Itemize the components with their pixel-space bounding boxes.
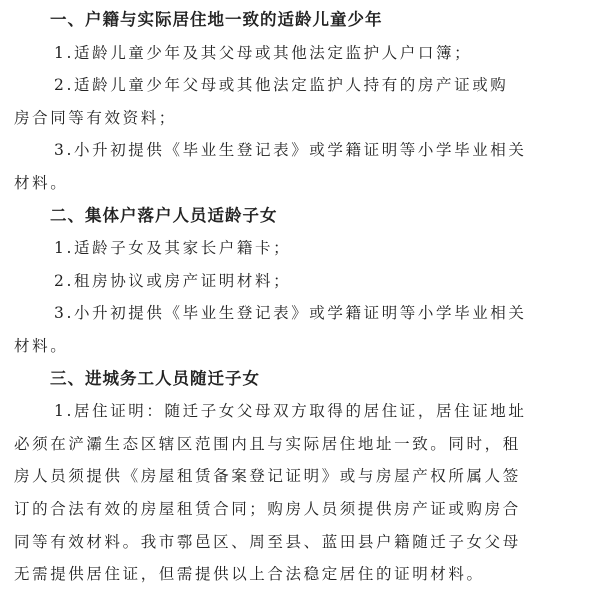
section-heading-3: 三、进城务工人员随迁子女 [50,368,260,388]
list-item: 3.小升初提供《毕业生登记表》或学籍证明等小学毕业相关 [54,304,527,323]
list-item-continuation: 材料。 [14,336,69,355]
list-item-continuation: 房合同等有效资料； [14,108,177,127]
list-item-continuation: 房人员须提供《房屋租赁备案登记证明》或与房屋产权所属人签 [14,467,521,486]
list-item-continuation: 必须在浐灞生态区辖区范围内且与实际居住地址一致。同时，租 [14,434,521,453]
list-item: 1.适龄儿童少年及其父母或其他法定监护人户口簿； [54,43,473,62]
list-item: 1.适龄子女及其家长户籍卡； [54,239,292,258]
section-heading-1: 一、户籍与实际居住地一致的适龄儿童少年 [50,10,383,29]
list-item-continuation: 无需提供居住证，但需提供以上合法稳定居住的证明材料。 [14,565,485,584]
list-item-continuation: 订的合法有效的房屋租赁合同；购房人员须提供房产证或购房合 [14,499,521,518]
list-item: 1.居住证明：随迁子女父母双方取得的居住证，居住证地址 [54,402,527,421]
list-item: 3.小升初提供《毕业生登记表》或学籍证明等小学毕业相关 [54,141,527,160]
list-item-continuation: 材料。 [14,173,69,192]
list-item: 2.适龄儿童少年父母或其他法定监护人持有的房产证或购 [54,76,509,95]
section-heading-2: 二、集体户落户人员适龄子女 [50,205,278,225]
list-item-continuation: 同等有效材料。我市鄠邑区、周至县、蓝田县户籍随迁子女父母 [14,532,521,551]
list-item: 2.租房协议或房产证明材料； [54,271,292,290]
